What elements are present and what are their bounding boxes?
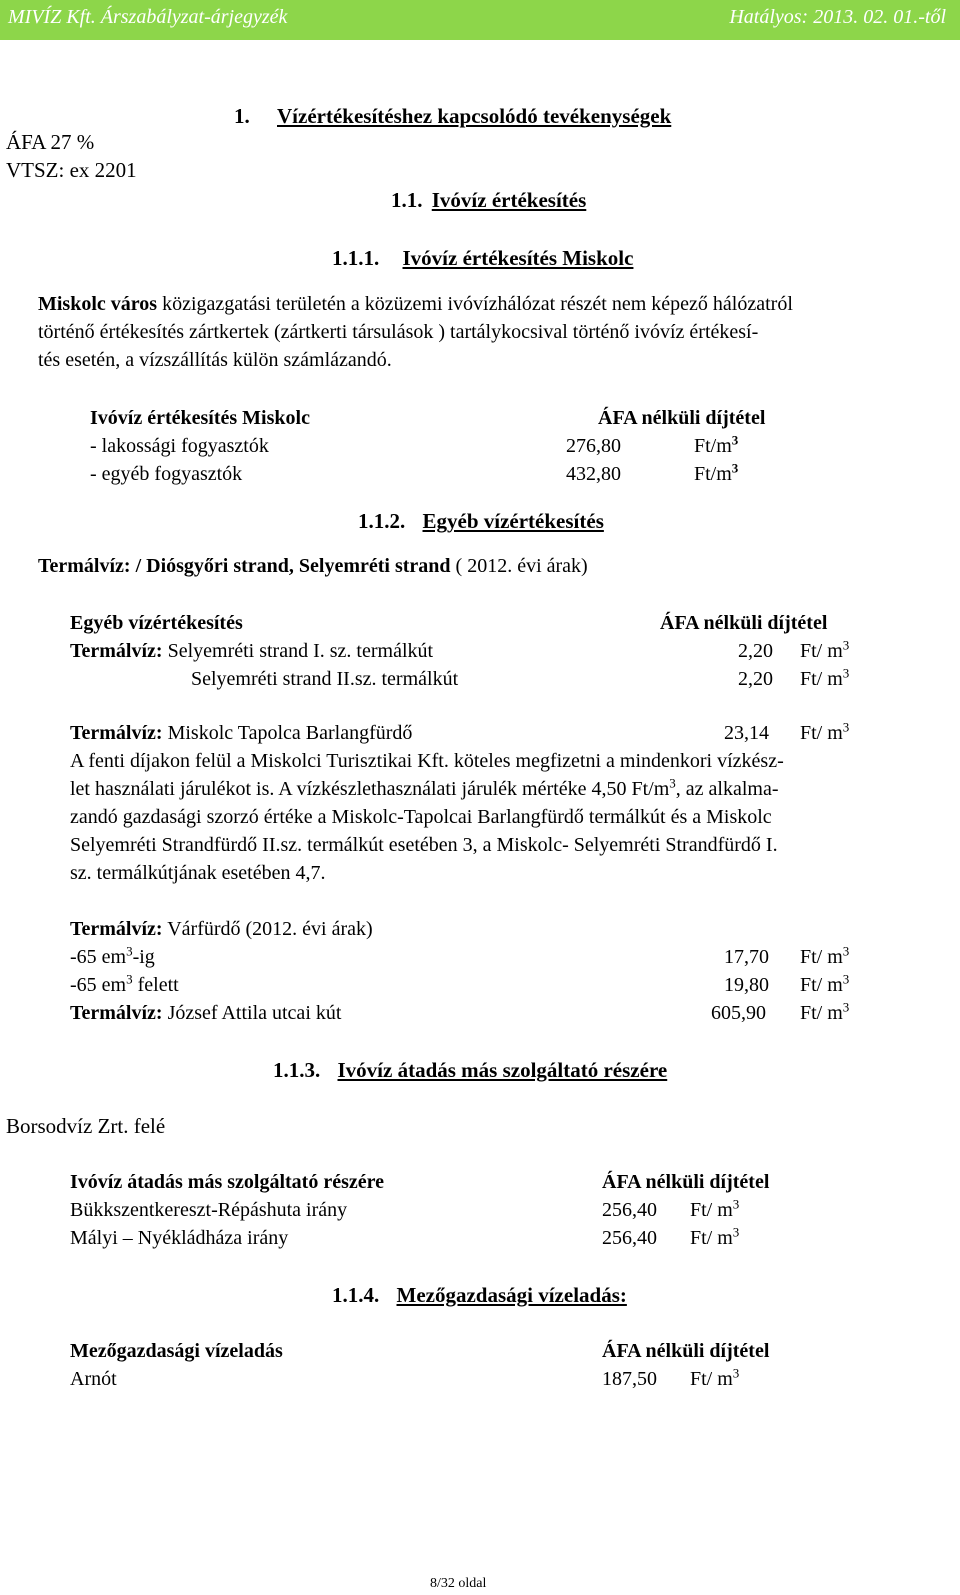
agri-row-unit: Ft/ $m^3$ — [690, 1365, 740, 1390]
header-validity: Hatályos: 2013. 02. 01.-től — [729, 6, 946, 28]
transfer-row-label: Mályi – Nyékládháza irány — [70, 1227, 289, 1249]
price-row-unit: $Ft/m^3$ — [694, 432, 739, 457]
transfer-row-unit: Ft/ $m^3$ — [690, 1224, 740, 1249]
section-number: 1.1.4. — [332, 1283, 380, 1307]
vtsz-label: VTSZ: ex 2201 — [6, 158, 137, 182]
price-row-unit: $Ft/m^3$ — [694, 460, 739, 485]
section-number: 1. — [234, 104, 250, 128]
section-1-1-3-heading — [273, 1056, 667, 1084]
agri-table-head-right: ÁFA nélküli díjtétel — [602, 1340, 770, 1362]
jozsef-attila-value: 605,90 — [711, 1002, 766, 1024]
transfer-row-value: 256,40 — [602, 1227, 657, 1249]
transfer-table-head-left: Ivóvíz átadás más szolgáltató részére — [70, 1171, 385, 1193]
varfurdo-row-1-value: 17,70 — [724, 946, 769, 968]
price-row-label: - lakossági fogyasztók — [90, 435, 269, 457]
section-number: 1.1.1. — [332, 246, 380, 270]
section-1-1-2-heading — [358, 507, 604, 535]
price-table-head-left: Ivóvíz értékesítés Miskolc — [90, 407, 310, 429]
agri-row-label: Arnót — [70, 1368, 117, 1390]
borsodviz-label: Borsodvíz Zrt. felé — [6, 1114, 166, 1138]
paragraph-fees-line-5: sz. termálkútjának esetében 4,7. — [70, 862, 326, 884]
price-row-value: 276,80 — [566, 435, 621, 457]
section-title: Mezőgazdasági vízeladás: — [396, 1283, 627, 1307]
text: közigazgatási területén a közüzemi ivóvízhálózat részét nem képező hálózatról — [157, 293, 793, 315]
section-1-1-heading — [391, 186, 586, 214]
thermal-row-2-unit: Ft/ $m^3$ — [800, 665, 850, 690]
varfurdo-heading: Termálvíz: Várfürdő (2012. évi árak) — [70, 918, 373, 940]
thermal-row-1-unit: Ft/ $m^3$ — [800, 637, 850, 662]
thermal-row-3-label: Termálvíz: Miskolc Tapolca Barlangfürdő — [70, 722, 413, 744]
section-1-1-4-heading — [332, 1281, 627, 1309]
paragraph-miskolc-line-1 — [38, 290, 793, 318]
section-title: Vízértékesítéshez kapcsolódó tevékenységek — [277, 104, 672, 128]
bold-text: Miskolc város — [38, 293, 158, 315]
thermal-table-head-left: Egyéb vízértékesítés — [70, 612, 243, 634]
thermal-row-3-unit: Ft/ $m^3$ — [800, 719, 850, 744]
section-number: 1.1.3. — [273, 1058, 321, 1082]
agri-row-value: 187,50 — [602, 1368, 657, 1390]
transfer-row-value: 256,40 — [602, 1199, 657, 1221]
jozsef-attila-label: Termálvíz: József Attila utcai kút — [70, 1002, 342, 1024]
section-title: Egyéb vízértékesítés — [422, 509, 604, 533]
section-number: 1.1.2. — [358, 509, 406, 533]
header-title: MIVÍZ Kft. Árszabályzat-árjegyzék — [8, 6, 288, 28]
section-number: 1.1. — [391, 188, 423, 212]
thermal-water-intro: Termálvíz: / Diósgyőri strand, Selyemréti strand ( 2012. évi árak) — [38, 555, 588, 577]
paragraph-fees-line-1: A fenti díjakon felül a Miskolci Turisztikai Kft. köteles megfizetni a mindenkori vízkész- — [70, 750, 784, 772]
paragraph-miskolc-line-2: történő értékesítés zártkertek (zártkerti társulások ) tartálykocsival történő ivóvíz értékesí- — [38, 321, 759, 343]
thermal-row-2-value: 2,20 — [738, 668, 773, 690]
thermal-row-1-label: Termálvíz: Selyemréti strand I. sz. termálkút — [70, 640, 434, 662]
vat-label: ÁFA 27 % — [6, 130, 95, 154]
varfurdo-row-2-unit: Ft/ $m^3$ — [800, 971, 850, 996]
page-header — [0, 0, 960, 40]
section-1-1-1-heading — [332, 244, 633, 272]
price-table-head-right: ÁFA nélküli díjtétel — [598, 407, 766, 429]
transfer-row-unit: Ft/ $m^3$ — [690, 1196, 740, 1221]
jozsef-attila-unit: Ft/ $m^3$ — [800, 999, 850, 1024]
paragraph-fees-line-2: let használati járulékot is. A vízkészlethasználati járulék mértéke 4,50 $Ft/m^3$, az alkalma- — [70, 775, 779, 800]
varfurdo-row-2-label: -65 $em^3$ felett — [70, 971, 179, 996]
section-1-heading — [234, 102, 671, 130]
transfer-table-head-right: ÁFA nélküli díjtétel — [602, 1171, 770, 1193]
section-title: Ivóvíz értékesítés — [431, 188, 587, 212]
thermal-row-3-value: 23,14 — [724, 722, 769, 744]
price-row-value: 432,80 — [566, 463, 621, 485]
page-number: 8/32 oldal — [430, 1576, 487, 1591]
section-title: Ivóvíz átadás más szolgáltató részére — [337, 1058, 668, 1082]
agri-table-head-left: Mezőgazdasági vízeladás — [70, 1340, 283, 1362]
varfurdo-row-2-value: 19,80 — [724, 974, 769, 996]
transfer-row-label: Bükkszentkereszt-Répáshuta irány — [70, 1199, 348, 1221]
price-row-label: - egyéb fogyasztók — [90, 463, 243, 485]
varfurdo-row-1-label: -65 $em^3-ig$ — [70, 943, 155, 968]
paragraph-miskolc-line-3: tés esetén, a vízszállítás külön számlázandó. — [38, 349, 392, 371]
section-title: Ivóvíz értékesítés Miskolc — [402, 246, 634, 270]
varfurdo-row-1-unit: Ft/ $m^3$ — [800, 943, 850, 968]
thermal-row-2-label: Selyemréti strand II.sz. termálkút — [191, 668, 459, 690]
thermal-row-1-value: 2,20 — [738, 640, 773, 662]
paragraph-fees-line-4: Selyemréti Strandfürdő II.sz. termálkút esetében 3, a Miskolc- Selyemréti Strandfürdő I. — [70, 834, 778, 856]
thermal-table-head-right: ÁFA nélküli díjtétel — [660, 612, 828, 634]
paragraph-fees-line-3: zandó gazdasági szorzó értéke a Miskolc-Tapolcai Barlangfürdő termálkút és a Miskolc — [70, 806, 772, 828]
